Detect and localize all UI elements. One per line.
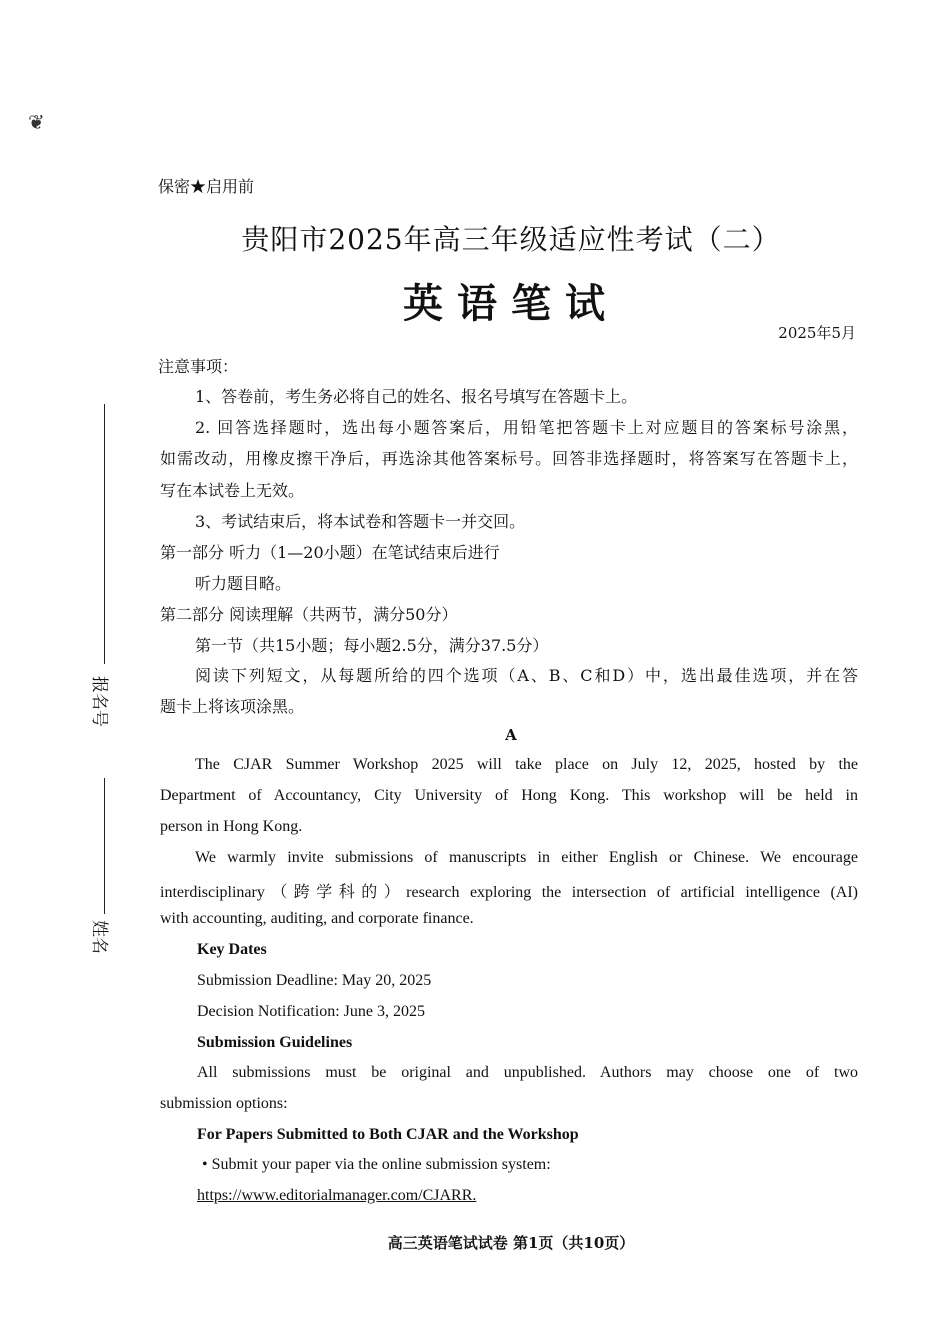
section1-heading: 第一节（共15小题；每小题2.5分，满分37.5分） — [195, 636, 549, 655]
key-date-deadline: Submission Deadline: May 20, 2025 — [197, 972, 432, 989]
paragraph-2-line-3: with accounting, auditing, and corporate finance. — [160, 910, 474, 927]
submission-url-link[interactable]: https://www.editorialmanager.com/CJARR. — [197, 1187, 477, 1204]
page-footer: 高三英语笔试试卷 第1页（共10页） — [387, 1234, 635, 1252]
binding-line-top — [104, 404, 105, 664]
key-dates-heading: Key Dates — [197, 941, 267, 958]
guidelines-line-2: submission options: — [160, 1095, 288, 1112]
notice-item-2-line-1: 2. 回答选择题时，选出每小题答案后，用铅笔把答题卡上对应题目的答案标号涂黑， — [195, 418, 858, 437]
part1-heading: 第一部分 听力（1—20小题）在笔试结束后进行 — [160, 543, 500, 562]
registration-number-label: 报名号 — [89, 676, 109, 727]
paragraph-2-line-1: We warmly invite submissions of manuscripts in either English or Chinese. We encourage — [195, 849, 858, 866]
paragraph-2-line-2: interdisciplinary（跨学科的）research exploring the intersection of artificial intelligence (AI) — [160, 884, 858, 901]
part1-note: 听力题目略。 — [195, 574, 292, 593]
corner-ornament-icon: ❦ — [28, 110, 45, 134]
notice-item-2-line-2: 如需改动，用橡皮擦干净后，再选涂其他答案标号。回答非选择题时，将答案写在答题卡上， — [160, 449, 858, 468]
passage-label: A — [505, 726, 517, 744]
instruction-line-1: 阅读下列短文，从每题所给的四个选项（A、B、C和D）中，选出最佳选项，并在答 — [195, 666, 858, 685]
paragraph-1-line-1: The CJAR Summer Workshop 2025 will take place on July 12, 2025, hosted by the — [195, 756, 858, 773]
paragraph-1-line-2: Department of Accountancy, City University of Hong Kong. This workshop will be held in — [160, 787, 858, 804]
notice-item-3: 3、考试结束后，将本试卷和答题卡一并交回。 — [195, 512, 526, 531]
exam-title: 贵阳市2025年高三年级适应性考试（二） — [241, 223, 781, 256]
notice-item-2-line-3: 写在本试卷上无效。 — [160, 481, 305, 500]
part2-heading: 第二部分 阅读理解（共两节，满分50分） — [160, 605, 458, 624]
secrecy-label: 保密★启用前 — [158, 177, 255, 196]
exam-subject: 英语笔试 — [403, 280, 619, 327]
name-label: 姓名 — [89, 920, 109, 954]
notice-title: 注意事项： — [158, 357, 239, 376]
paragraph-1-line-3: person in Hong Kong. — [160, 818, 303, 835]
instruction-line-2: 题卡上将该项涂黑。 — [160, 697, 305, 716]
option-heading: For Papers Submitted to Both CJAR and the Workshop — [197, 1126, 579, 1143]
binding-line-bottom — [104, 778, 105, 914]
guidelines-heading: Submission Guidelines — [197, 1034, 353, 1051]
exam-date: 2025年5月 — [778, 324, 856, 342]
submission-bullet: • Submit your paper via the online submission system: — [202, 1156, 551, 1173]
notice-item-1: 1、答卷前，考生务必将自己的姓名、报名号填写在答题卡上。 — [195, 387, 638, 406]
key-date-notification: Decision Notification: June 3, 2025 — [197, 1003, 425, 1020]
guidelines-line-1: All submissions must be original and unpublished. Authors may choose one of two — [197, 1064, 858, 1081]
